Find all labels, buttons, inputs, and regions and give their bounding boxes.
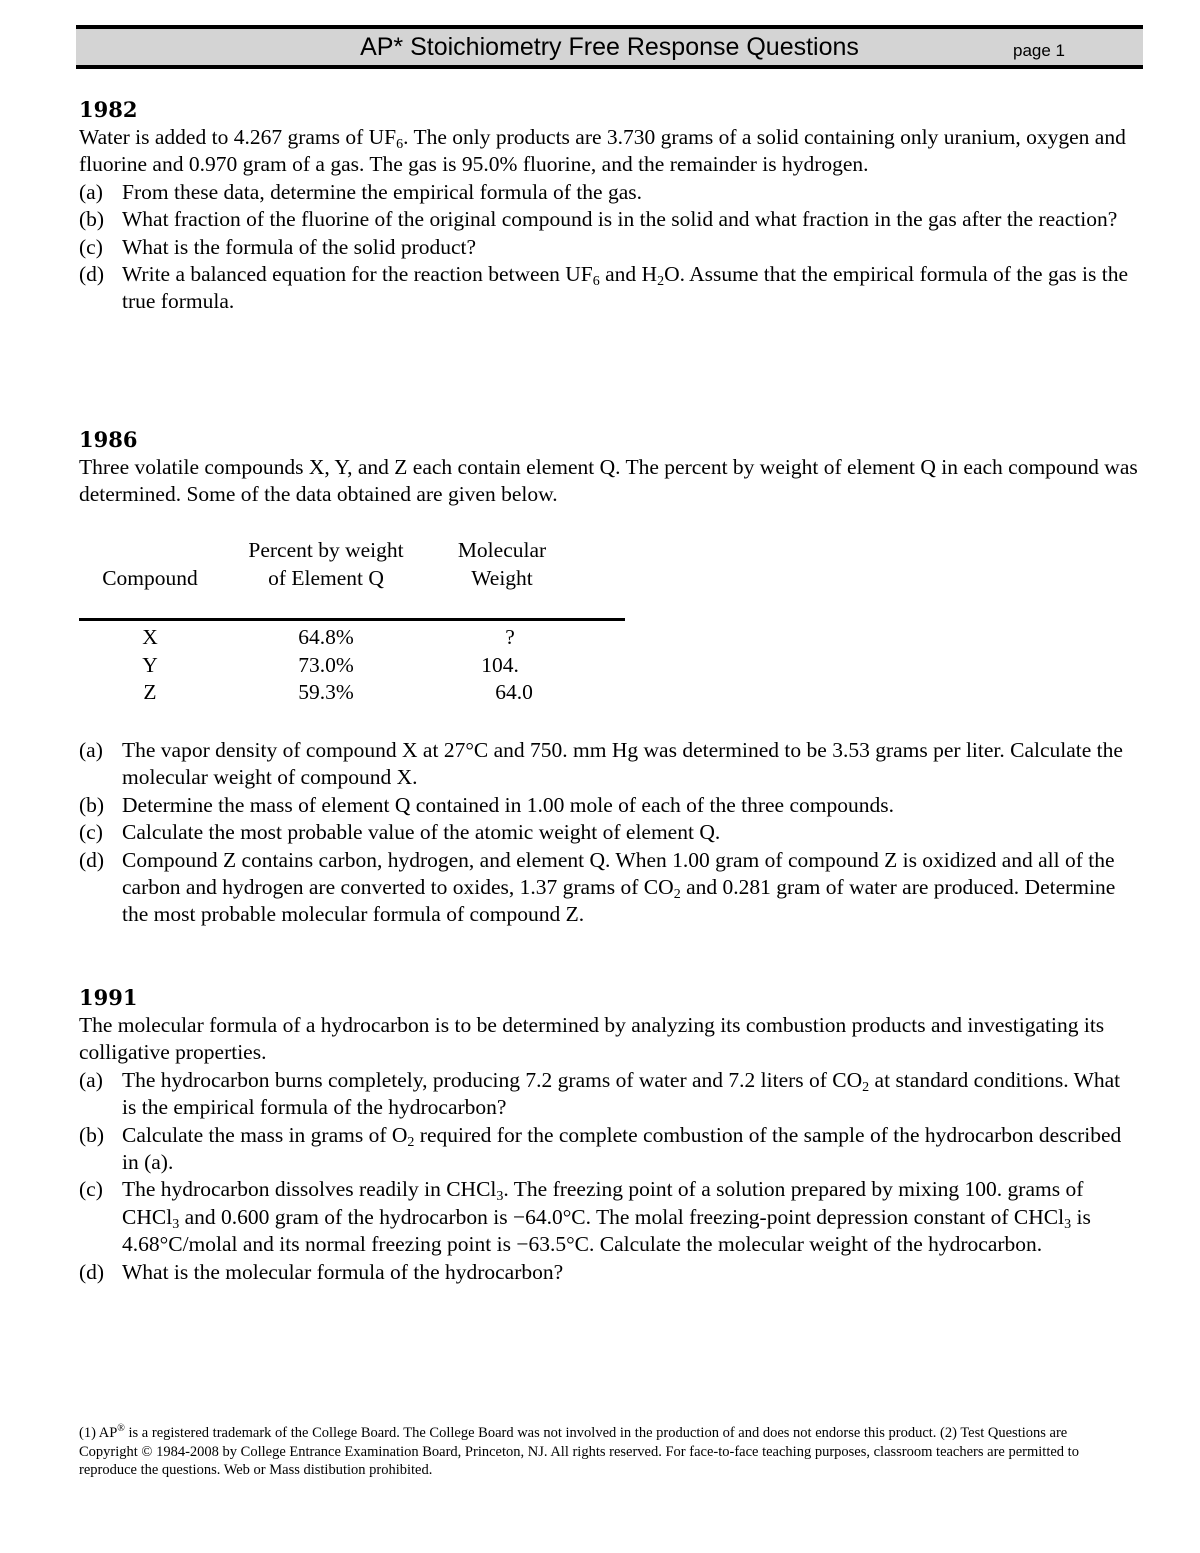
question-1991	[79, 984, 1139, 1286]
page-header	[76, 25, 1143, 69]
part-a: (a) The vapor density of compound X at 27°C and 750. mm Hg was determined to be 3.53 grams per liter. Calculate the molecular weight of compound X.	[79, 738, 1123, 790]
part-a: (a) The hydrocarbon burns completely, producing 7.2 grams of water and 7.2 liters of $CO_2$ at standard conditions. What is the empirical formula of the hydrocarbon?	[79, 1067, 1121, 1120]
part-d: (d) Write a balanced equation for the reaction between $UF_6$ and $H_2O$. Assume that the empirical formula of the gas is the true formula.	[79, 262, 1128, 314]
copyright-footnote: (1) AP® is a registered trademark of the College Board. The College Board was not involved in the production of and does not endorse this product. (2) Test Questions are Copyright © 1984-2008 by College Entrance Examination Board, Princeton, NJ. All rights reserved. For face-to-face teaching purposes, classroom teachers are permitted to reproduce the questions. Web or Mass distibution prohibited.	[79, 1423, 1079, 1478]
part-d: (d) Compound Z contains carbon, hydrogen, and element Q. When 1.00 gram of compound Z is oxidized and all of the carbon and hydrogen are converted to oxides, 1.37 grams of $CO_2$ and 0.281 gram of water are produced. Determine the most probable molecular formula of compound Z.	[79, 847, 1116, 927]
part-d: (d) What is the molecular formula of the hydrocarbon?	[79, 1259, 564, 1284]
table-cell-mw: 104.	[481, 653, 519, 677]
table-header-compound: Compound	[102, 566, 198, 590]
table-cell-percent: 73.0%	[298, 653, 354, 677]
table-rule	[79, 618, 625, 621]
part-c: (c) The hydrocarbon dissolves readily in CHCl$_3$. The freezing point of a solution prepared by mixing 100. grams of CHCl$_3$ and 0.600 gram of the hydrocarbon is −64.0°C. The molal freezing-point depression constant of CHCl$_3$ is 4.68°C/molal and its normal freezing point is −63.5°C. Calculate the molecular weight of the hydrocarbon.	[79, 1177, 1091, 1257]
table-cell-compound: Y	[142, 653, 158, 677]
table-cell-percent: 64.8%	[298, 625, 354, 649]
part-a: (a) From these data, determine the empirical formula of the gas.	[79, 179, 642, 204]
table-cell-compound: Z	[143, 680, 157, 704]
question-1986-parts	[79, 737, 1139, 929]
table-header-mw-2: Weight	[471, 566, 533, 590]
table-cell-percent: 59.3%	[298, 680, 354, 704]
part-c: (c) Calculate the most probable value of the atomic weight of element Q.	[79, 820, 721, 845]
question-intro: The molecular formula of a hydrocarbon is to be determined by analyzing its combustion products and investigating its colligative properties.	[79, 1013, 1105, 1065]
table-cell-compound: X	[142, 625, 158, 649]
document-title: AP* Stoichiometry Free Response Questions	[360, 33, 859, 61]
table-cell-mw: 64.0	[495, 680, 533, 704]
part-b: (b) What fraction of the fluorine of the original compound is in the solid and what fraction in the gas after the reaction?	[79, 207, 1118, 232]
question-1986	[79, 426, 1139, 509]
question-intro: Water is added to 4.267 grams of $UF_6$. The only products are 3.730 grams of a solid containing only uranium, oxygen and fluorine and 0.970 gram of a gas. The gas is 95.0% fluorine, and the remainder is hydrogen.	[79, 125, 1126, 177]
table-header-mw-1: Molecular	[457, 538, 547, 562]
question-year: 1982	[79, 97, 138, 122]
part-b: (b) Determine the mass of element Q contained in 1.00 mole of each of the three compounds.	[79, 792, 894, 817]
question-year: 1986	[79, 427, 138, 452]
question-1982	[79, 96, 1139, 316]
page-number: page 1	[1013, 41, 1065, 60]
table-header-percent-1: Percent by weight	[248, 538, 404, 562]
question-year: 1991	[79, 985, 138, 1010]
table-cell-mw: ?	[505, 625, 515, 649]
part-c: (c) What is the formula of the solid product?	[79, 234, 477, 259]
question-intro: Three volatile compounds X, Y, and Z each contain element Q. The percent by weight of element Q in each compound was determined. Some of the data obtained are given below.	[79, 455, 1138, 507]
part-b: (b) Calculate the mass in grams of $O_2$ required for the complete combustion of the sample of the hydrocarbon described in (a).	[79, 1122, 1122, 1175]
table-header-percent-2: of Element Q	[268, 566, 384, 590]
